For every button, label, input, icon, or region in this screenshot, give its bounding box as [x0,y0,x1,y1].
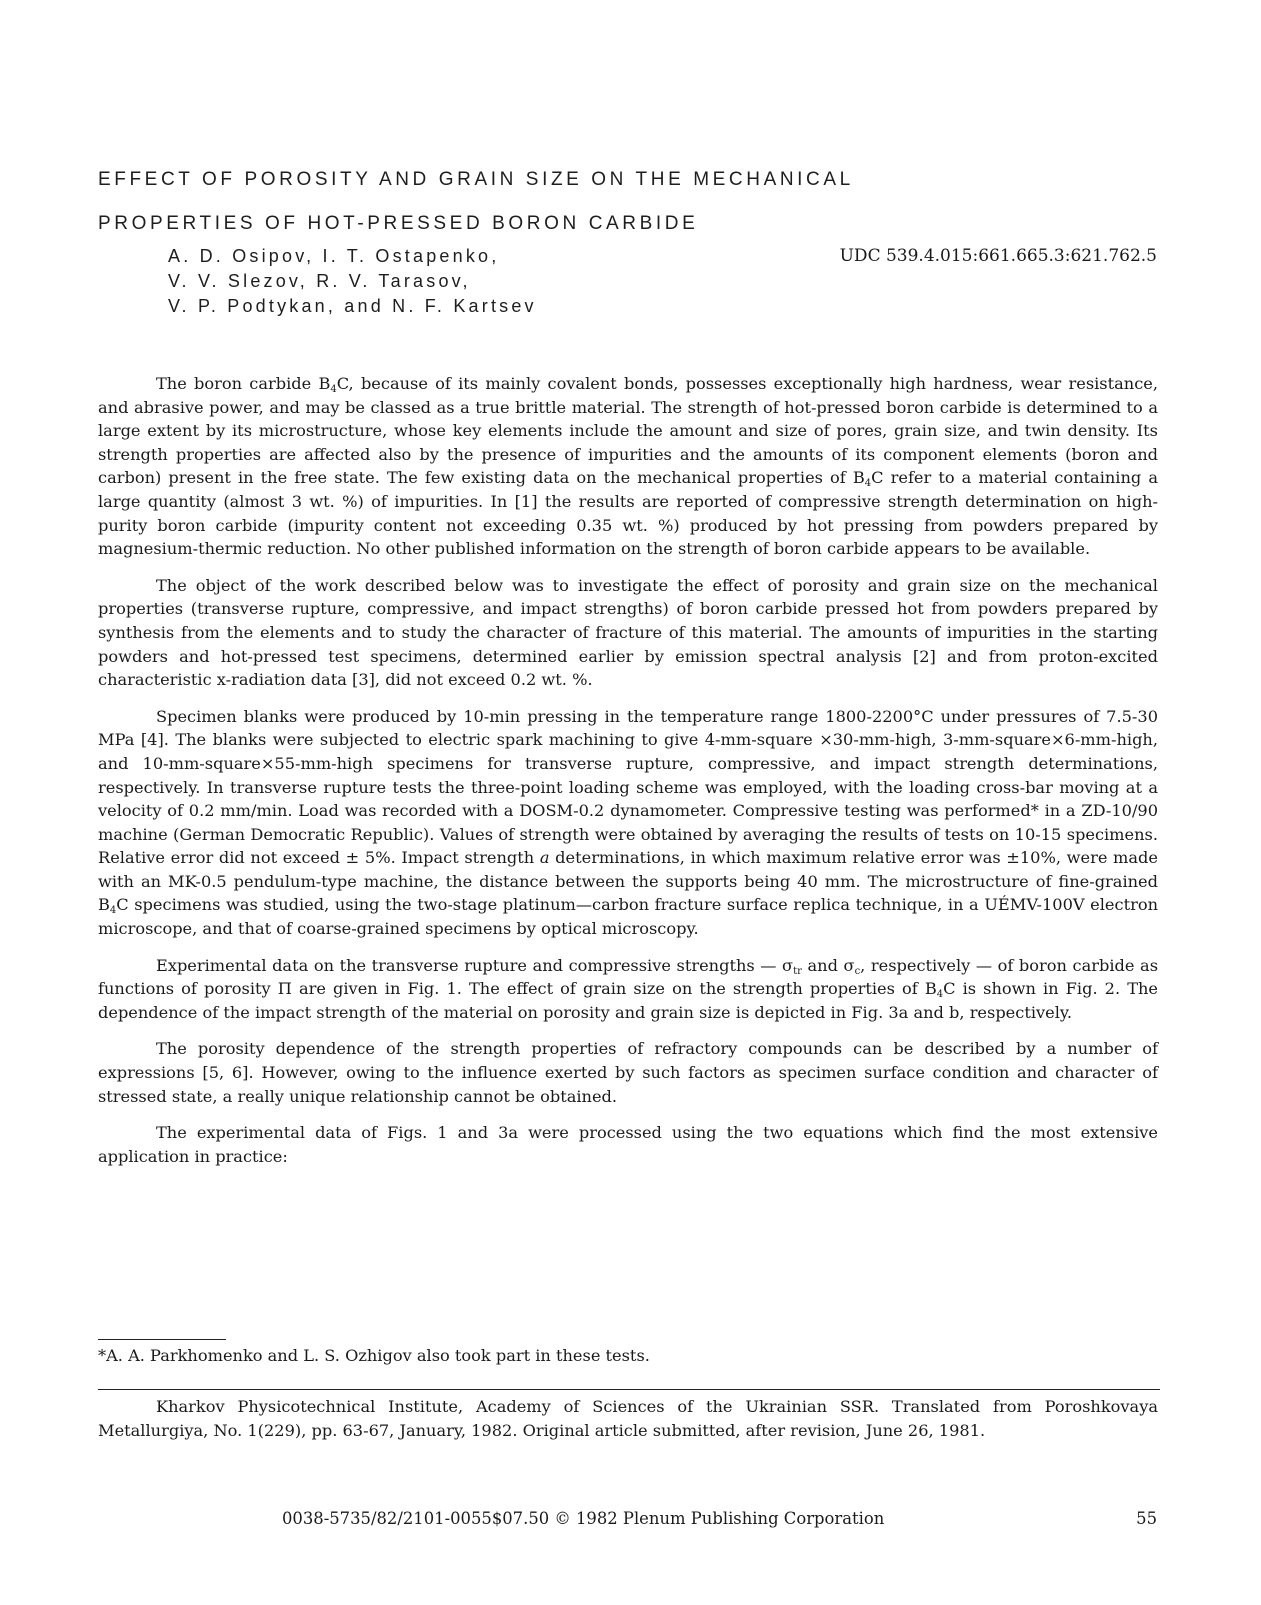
author-list [168,244,728,319]
author-line-1: A. D. Osipov, I. T. Ostapenko, [168,246,500,266]
paragraph-6: The experimental data of Figs. 1 and 3a were processed using the two equations which find the most extensive application in practice: [98,1123,1158,1166]
paragraph-1 [98,372,1158,561]
text-run: and σ [801,955,855,975]
text-run: determinations, in which maximum relative error was ±10%, were made with an MK-0.5 pendulum-type machine, the distance between the supports being 40 mm. The microstructure of fine-grained B [98,848,1158,915]
subscript: 4 [864,478,872,490]
author-line-2: V. V. Slezov, R. V. Tarasov, [168,271,471,291]
title-line-1: EFFECT OF POROSITY AND GRAIN SIZE ON THE MECHANICAL [98,169,854,190]
author-line-3: V. P. Podtykan, and N. F. Kartsev [168,296,537,316]
subscript: tr [793,965,802,977]
subscript: 4 [109,905,117,917]
paragraph-5: The porosity dependence of the strength properties of refractory compounds can be described by a number of expressions [5, 6]. However, owing to the influence exerted by such factors as specimen surface condition and character of stressed state, a really unique relationship cannot be obtained. [98,1039,1158,1106]
title-line-2: PROPERTIES OF HOT-PRESSED BORON CARBIDE [98,213,699,234]
paragraph-3 [98,705,1158,941]
subscript: c [854,965,861,977]
text-run: C is shown in Fig. 2. The dependence of the impact strength of the material on porosity and grain size is depicted in Fig. 3a and b, respectively. [98,979,1158,1022]
text-run: C refer to a material containing a large quantity (almost 3 wt. %) of impurities. In [1] the results are reported of compressive strength determination on high-purity boron carbide (impurity content not exceeding 0.35 wt. %) produced by hot pressing from powders prepared by magnesium-thermic reduction. No other published information on the strength of boron carbide appears to be available. [98,468,1159,559]
article-body [98,372,1158,1181]
subscript: 4 [936,989,944,1001]
text-run: , respectively — of boron carbide as functions of porosity Π are given in Fig. 1. The effect of grain size on the strength properties of B [98,955,1158,999]
text-run: C specimens was studied, using the two-stage platinum—carbon fracture surface replica technique, in a UÉMV-100V electron microscope, and that of coarse-grained specimens by optical microscopy. [98,895,1158,939]
footnote-divider [98,1339,226,1340]
paragraph-4 [98,954,1158,1025]
subscript: 4 [330,384,337,395]
page-number: 55 [1136,1509,1157,1528]
footnote: *A. A. Parkhomenko and L. S. Ozhigov also took part in these tests. [98,1346,650,1365]
impact-strength-symbol: a [539,848,550,868]
copyright-line: 0038-5735/82/2101-0055$07.50 © 1982 Plenum Publishing Corporation [282,1509,885,1528]
text-run: C, because of its mainly covalent bonds, possesses exceptionally high hardness, wear resistance, and abrasive power, and may be classed as a true brittle material. The strength of hot-pressed boron carbide is determined to a large extent by its microstructure, whose key elements include the amount and size of pores, grain size, and twin density. Its strength properties are affected also by the presence of impurities and the amounts of its component elements (boron and carbon) present in the free state. The few existing data on the mechanical properties of B [98,374,1158,488]
udc-code: UDC 539.4.015:661.665.3:621.762.5 [839,246,1157,266]
text-run: The boron carbide B [156,374,331,393]
article-title [98,158,1198,246]
paragraph-2: The object of the work described below was to investigate the effect of porosity and grain size on the mechanical properties (transverse rupture, compressive, and impact strengths) of boron carbide pressed hot from powders prepared by synthesis from the elements and to study the character of fracture of this material. The amounts of impurities in the starting powders and hot-pressed test specimens, determined earlier by emission spectral analysis [2] and from proton-excited characteristic x-radiation data [3], did not exceed 0.2 wt. %. [98,575,1158,690]
text-run: Specimen blanks were produced by 10-min pressing in the temperature range 1800-2200°C under pressures of 7.5-30 MPa [4]. The blanks were subjected to electric spark machining to give 4-mm-square ×30-mm-high, 3-mm-square×6-mm-high, and 10-mm-square×55-mm-high specimens for transverse rupture, compressive, and impact strength determinations, respectively. In transverse rupture tests the three-point loading scheme was employed, with the loading cross-bar moving at a velocity of 0.2 mm/min. Load was recorded with a DOSM-0.2 dynamometer. Compressive testing was performed* in a ZD-10/90 machine (German Democratic Republic). Values of strength were obtained by averaging the results of tests on 10-15 specimens. Relative error did not exceed ± 5%. Impact strength [98,706,1158,868]
affiliation-divider [98,1389,1160,1390]
affiliation-note: Kharkov Physicotechnical Institute, Academy of Sciences of the Ukrainian SSR. Translated from Poroshkovaya Metallurgiya, No. 1(229), pp. 63-67, January, 1982. Original article submitted, after revision, June 26, 1981. [98,1397,1158,1440]
text-run: Experimental data on the transverse rupture and compressive strengths — σ [156,955,794,975]
